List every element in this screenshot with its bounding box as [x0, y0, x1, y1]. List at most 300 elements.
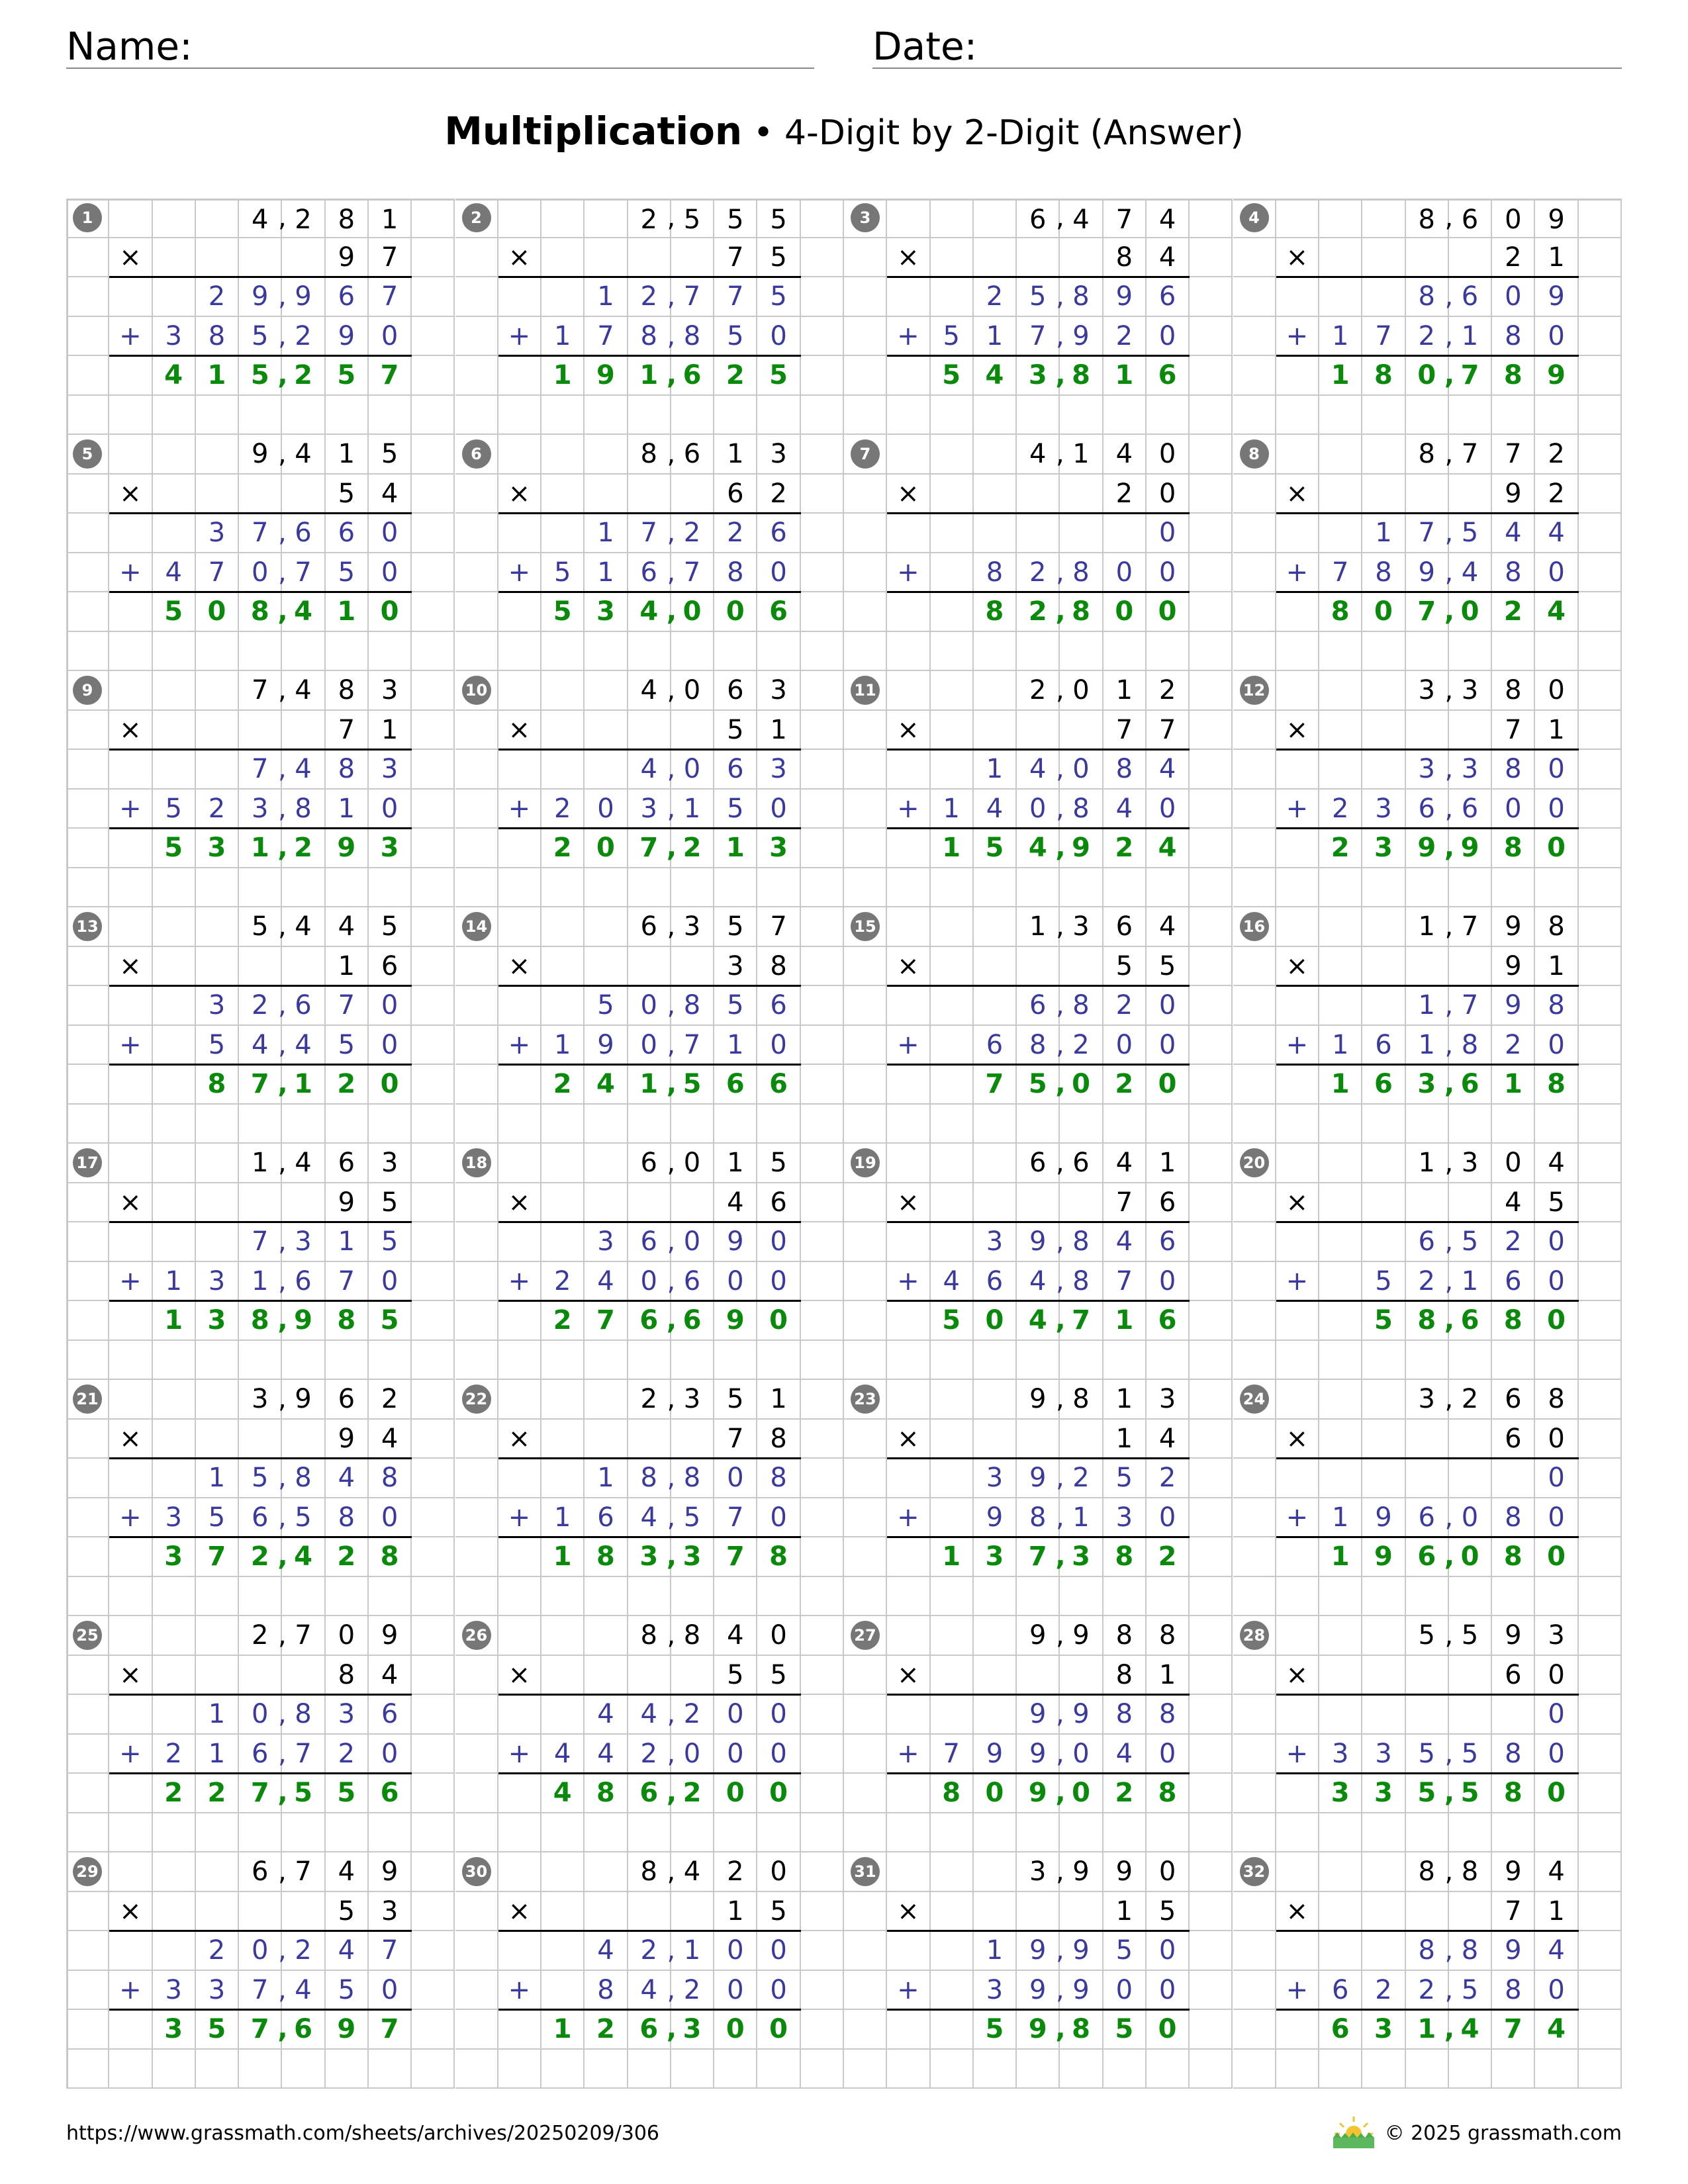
- grid-cell: [1190, 1065, 1233, 1105]
- grid-cell: [1319, 750, 1362, 790]
- grid-cell: [1319, 986, 1362, 1026]
- partial-product-2-digit: 6: [239, 1735, 282, 1774]
- multiplicand-digit: 0: [1535, 671, 1578, 711]
- partial-product-2-digit: 4: [931, 1262, 974, 1302]
- grid-cell: [1190, 1813, 1233, 1853]
- partial-product-2-digit: 4: [282, 1971, 325, 2011]
- partial-product-2-digit: 0: [369, 1971, 412, 2011]
- multiplicand-comma: ,: [667, 911, 676, 942]
- answer-digit: 2: [1147, 1537, 1190, 1577]
- partial-product-2-digit: 9: [1017, 1735, 1060, 1774]
- partial-product-2-digit: 1: [541, 1498, 585, 1538]
- grid-cell: [498, 1931, 541, 1971]
- answer-comma: ,: [1444, 2014, 1455, 2044]
- grid-cell: [153, 1616, 196, 1656]
- multiplicand-comma: ,: [1056, 675, 1064, 705]
- answer-digit: 0: [1147, 592, 1190, 632]
- partial-product-2-digit: 7: [931, 1735, 974, 1774]
- grid-cell: [153, 1222, 196, 1262]
- grid-cell: [1190, 199, 1233, 238]
- grid-cell: [1190, 1735, 1233, 1774]
- multiplicand-digit: 4: [671, 1852, 714, 1892]
- grid-cell: [974, 1341, 1017, 1381]
- grid-cell: [887, 396, 930, 435]
- partial-product-2-digit: 8: [974, 553, 1017, 593]
- grid-cell: [66, 1065, 109, 1105]
- operation-rule-line: [109, 1536, 412, 1538]
- grid-cell: [1449, 711, 1492, 751]
- operation-rule-line: [109, 749, 412, 751]
- grid-cell: [1233, 829, 1276, 868]
- multiplicand-digit: 1: [239, 1144, 282, 1183]
- grid-cell: [412, 1931, 455, 1971]
- grid-cell: [1406, 1183, 1449, 1223]
- grid-cell: [887, 671, 930, 711]
- partial-product-1-digit: 8: [1449, 1931, 1492, 1971]
- answer-digit: 9: [326, 2010, 369, 2050]
- answer-digit: 8: [585, 1774, 628, 1813]
- grid-cell: [412, 1537, 455, 1577]
- grid-cell: [1276, 1695, 1319, 1735]
- answer-digit: 3: [1362, 2010, 1405, 2050]
- grid-cell: [1190, 1695, 1233, 1735]
- answer-comma: ,: [666, 596, 677, 627]
- grid-cell: [455, 1105, 498, 1144]
- grid-cell: [1233, 514, 1276, 553]
- partial-product-2-comma: ,: [667, 1029, 676, 1060]
- partial-product-2-digit: 9: [326, 317, 369, 357]
- multiplier-digit: 7: [714, 238, 757, 278]
- grid-cell: [844, 238, 887, 278]
- grid-cell: [1233, 1026, 1276, 1066]
- grid-cell: [326, 1813, 369, 1853]
- partial-product-1-digit: 8: [282, 1459, 325, 1498]
- answer-digit: 5: [153, 829, 196, 868]
- grid-cell: [757, 396, 800, 435]
- grid-cell: [844, 750, 887, 790]
- grid-cell: [1276, 907, 1319, 947]
- partial-product-2-digit: 0: [585, 790, 628, 829]
- partial-product-1-digit: 7: [239, 514, 282, 553]
- answer-digit: 1: [1103, 356, 1147, 396]
- grid-cell: [931, 868, 974, 908]
- grid-cell: [369, 868, 412, 908]
- operation-rule-line: [887, 1300, 1190, 1302]
- grid-cell: [1147, 1105, 1190, 1144]
- answer-digit: 0: [1060, 1065, 1103, 1105]
- grid-cell: [585, 907, 628, 947]
- grid-cell: [196, 396, 239, 435]
- problem-number-badge: 22: [462, 1385, 491, 1414]
- multiplicand-digit: 1: [1103, 1380, 1147, 1420]
- grid-cell: [1276, 1341, 1319, 1381]
- partial-product-1-digit: 5: [239, 1459, 282, 1498]
- multiplier-digit: 5: [1103, 947, 1147, 987]
- title-main: Multiplication: [444, 109, 743, 154]
- multiplicand-digit: 2: [714, 1852, 757, 1892]
- grid-cell: [412, 1892, 455, 1932]
- grid-cell: [1190, 2050, 1233, 2089]
- partial-product-1-digit: 9: [1535, 277, 1578, 317]
- answer-digit: 3: [974, 1537, 1017, 1577]
- grid-cell: [1190, 1420, 1233, 1459]
- grid-cell: [1406, 1695, 1449, 1735]
- answer-digit: 5: [369, 1301, 412, 1341]
- grid-cell: [1535, 632, 1578, 672]
- grid-cell: [109, 1341, 152, 1381]
- multiplicand-digit: 2: [1017, 671, 1060, 711]
- grid-cell: [66, 1459, 109, 1498]
- answer-digit: 0: [714, 2010, 757, 2050]
- grid-cell: [541, 1852, 585, 1892]
- grid-cell: [541, 1380, 585, 1420]
- grid-cell: [1362, 1656, 1405, 1696]
- grid-cell: [1319, 947, 1362, 987]
- partial-product-2-digit: 4: [974, 790, 1017, 829]
- grid-cell: [455, 1222, 498, 1262]
- answer-digit: 0: [1449, 592, 1492, 632]
- grid-cell: [931, 1577, 974, 1617]
- partial-product-2-digit: 5: [196, 1026, 239, 1066]
- grid-cell: [1362, 396, 1405, 435]
- name-line[interactable]: [66, 68, 814, 69]
- grid-cell: [1579, 829, 1622, 868]
- answer-comma: ,: [277, 360, 288, 390]
- multiplicand-digit: 8: [628, 435, 671, 475]
- grid-cell: [1233, 868, 1276, 908]
- grid-cell: [455, 947, 498, 987]
- answer-digit: 8: [931, 1774, 974, 1813]
- times-sign: ×: [887, 1892, 930, 1932]
- partial-product-2-digit: 1: [541, 1026, 585, 1066]
- multiplicand-digit: 0: [1060, 671, 1103, 711]
- grid-cell: [455, 1420, 498, 1459]
- grid-cell: [931, 1656, 974, 1696]
- grid-cell: [974, 1852, 1017, 1892]
- answer-digit: 1: [1319, 1537, 1362, 1577]
- grid-cell: [1362, 2050, 1405, 2089]
- grid-cell: [931, 1065, 974, 1105]
- answer-digit: 3: [369, 829, 412, 868]
- multiplicand-digit: 6: [326, 1144, 369, 1183]
- grid-cell: [455, 632, 498, 672]
- grid-cell: [1319, 199, 1362, 238]
- grid-cell: [498, 396, 541, 435]
- grid-cell: [801, 553, 844, 593]
- grid-cell: [541, 1695, 585, 1735]
- multiplicand-digit: 7: [1449, 907, 1492, 947]
- plus-sign: +: [887, 553, 930, 593]
- partial-product-2-digit: 4: [239, 1026, 282, 1066]
- grid-cell: [628, 711, 671, 751]
- operation-rule-line: [887, 591, 1190, 593]
- grid-cell: [109, 750, 152, 790]
- multiplicand-digit: 1: [1147, 1144, 1190, 1183]
- grid-cell: [455, 1262, 498, 1302]
- partial-product-2-digit: 0: [369, 1735, 412, 1774]
- multiplier-digit: 8: [1103, 1656, 1147, 1696]
- operation-rule-line: [1276, 1300, 1579, 1302]
- date-line[interactable]: [872, 68, 1622, 69]
- grid-cell: [1233, 2010, 1276, 2050]
- partial-product-1-digit: 7: [671, 277, 714, 317]
- answer-digit: 1: [541, 1537, 585, 1577]
- partial-product-1-digit: 1: [1406, 986, 1449, 1026]
- grid-cell: [109, 1931, 152, 1971]
- answer-digit: 0: [714, 1774, 757, 1813]
- multiplicand-digit: 0: [757, 1616, 800, 1656]
- multiplicand-digit: 4: [1147, 907, 1190, 947]
- grid-cell: [1449, 1813, 1492, 1853]
- operation-rule-line: [498, 1930, 801, 1932]
- partial-product-2-digit: 6: [1362, 1026, 1405, 1066]
- grid-cell: [541, 1577, 585, 1617]
- partial-product-1-digit: 3: [974, 1222, 1017, 1262]
- grid-cell: [498, 592, 541, 632]
- partial-product-1-comma: ,: [667, 1463, 676, 1493]
- grid-cell: [369, 1105, 412, 1144]
- grid-cell: [801, 986, 844, 1026]
- grid-cell: [1017, 1577, 1060, 1617]
- grid-cell: [1319, 1695, 1362, 1735]
- grid-cell: [1579, 1105, 1622, 1144]
- grid-cell: [541, 1971, 585, 2011]
- grid-cell: [1406, 1656, 1449, 1696]
- grid-cell: [66, 632, 109, 672]
- operation-rule-line: [887, 1457, 1190, 1459]
- multiplier-digit: 7: [326, 711, 369, 751]
- grid-cell: [1233, 1695, 1276, 1735]
- grid-cell: [412, 1656, 455, 1696]
- operation-rule-line: [887, 749, 1190, 751]
- grid-cell: [66, 1813, 109, 1853]
- grid-cell: [671, 396, 714, 435]
- multiplier-digit: 1: [326, 947, 369, 987]
- problem-number-badge: 31: [851, 1857, 880, 1886]
- grid-cell: [1276, 986, 1319, 1026]
- grid-cell: [1017, 632, 1060, 672]
- grid-cell: [887, 1774, 930, 1813]
- grid-cell: [109, 1616, 152, 1656]
- partial-product-2-digit: 5: [714, 317, 757, 357]
- partial-product-2-digit: 2: [1406, 1971, 1449, 2011]
- operation-rule-line: [498, 1694, 801, 1696]
- partial-product-1-digit: 1: [585, 1459, 628, 1498]
- multiplicand-digit: 3: [671, 1380, 714, 1420]
- grid-cell: [153, 396, 196, 435]
- grid-cell: [1406, 711, 1449, 751]
- grid-cell: [887, 277, 930, 317]
- grid-cell: [455, 868, 498, 908]
- partial-product-2-digit: 0: [757, 1735, 800, 1774]
- answer-comma: ,: [277, 1541, 288, 1572]
- grid-cell: [66, 1183, 109, 1223]
- multiplicand-digit: 0: [1492, 199, 1535, 238]
- grid-cell: [109, 1065, 152, 1105]
- partial-product-2-digit: 0: [757, 1971, 800, 2011]
- grid-cell: [282, 1341, 325, 1381]
- partial-product-2-digit: 0: [1103, 1971, 1147, 2011]
- grid-cell: [412, 1695, 455, 1735]
- grid-cell: [844, 1459, 887, 1498]
- partial-product-2-digit: 2: [1060, 1026, 1103, 1066]
- partial-product-1-digit: 7: [714, 277, 757, 317]
- answer-digit: 9: [1362, 1537, 1405, 1577]
- partial-product-2-comma: ,: [1444, 1265, 1454, 1297]
- grid-cell: [412, 1144, 455, 1183]
- grid-cell: [931, 947, 974, 987]
- grid-cell: [412, 1262, 455, 1302]
- grid-cell: [66, 1026, 109, 1066]
- grid-cell: [1579, 396, 1622, 435]
- partial-product-1-digit: 3: [282, 1222, 325, 1262]
- multiplicand-comma: ,: [1444, 1620, 1454, 1651]
- partial-product-2-digit: 0: [1147, 317, 1190, 357]
- answer-digit: 9: [1060, 829, 1103, 868]
- partial-product-1-digit: 4: [282, 750, 325, 790]
- grid-cell: [1579, 1695, 1622, 1735]
- grid-cell: [585, 1656, 628, 1696]
- partial-product-2-comma: ,: [1056, 1502, 1064, 1533]
- grid-cell: [1060, 514, 1103, 553]
- multiplier-digit: 1: [1147, 1656, 1190, 1696]
- multiplicand-digit: 3: [1147, 1380, 1190, 1420]
- grid-cell: [1362, 907, 1405, 947]
- grid-cell: [541, 632, 585, 672]
- partial-product-2-digit: 3: [1319, 1735, 1362, 1774]
- grid-cell: [1017, 1183, 1060, 1223]
- grid-cell: [1362, 1380, 1405, 1420]
- grid-cell: [1579, 238, 1622, 278]
- partial-product-1-digit: 0: [369, 986, 412, 1026]
- partial-product-2-digit: 3: [974, 1971, 1017, 2011]
- answer-digit: 6: [671, 1301, 714, 1341]
- grid-cell: [1276, 1222, 1319, 1262]
- partial-product-2-digit: 0: [757, 1262, 800, 1302]
- partial-product-1-digit: 2: [628, 277, 671, 317]
- grid-cell: [326, 1341, 369, 1381]
- partial-product-2-digit: 5: [326, 1026, 369, 1066]
- grid-cell: [931, 592, 974, 632]
- partial-product-1-digit: 8: [671, 986, 714, 1026]
- footer-url: https://www.grassmath.com/sheets/archives/20250209/306: [66, 2122, 660, 2145]
- grid-cell: [66, 986, 109, 1026]
- grid-cell: [974, 2050, 1017, 2089]
- problem-number-badge: 15: [851, 912, 880, 941]
- grid-cell: [844, 1971, 887, 2011]
- multiplicand-digit: 2: [239, 1616, 282, 1656]
- grid-cell: [714, 396, 757, 435]
- grid-cell: [1233, 317, 1276, 357]
- grid-cell: [887, 592, 930, 632]
- grid-cell: [1449, 2050, 1492, 2089]
- operation-rule-line: [1276, 827, 1579, 829]
- grid-cell: [844, 868, 887, 908]
- grid-cell: [239, 1892, 282, 1932]
- grid-cell: [1233, 1183, 1276, 1223]
- multiplier-digit: 1: [369, 711, 412, 751]
- partial-product-2-digit: 2: [153, 1735, 196, 1774]
- answer-digit: 8: [1103, 1537, 1147, 1577]
- grid-cell: [931, 277, 974, 317]
- answer-digit: 1: [628, 356, 671, 396]
- plus-sign: +: [109, 553, 152, 593]
- partial-product-2-digit: 0: [1147, 1262, 1190, 1302]
- multiplier-digit: 5: [714, 1656, 757, 1696]
- grid-cell: [887, 2050, 930, 2089]
- operation-rule-line: [887, 1221, 1190, 1223]
- partial-product-1-digit: 2: [196, 277, 239, 317]
- multiplicand-comma: ,: [278, 1856, 287, 1887]
- grid-cell: [757, 632, 800, 672]
- grid-cell: [541, 1616, 585, 1656]
- grid-cell: [1190, 396, 1233, 435]
- grid-cell: [282, 1577, 325, 1617]
- partial-product-2-digit: 5: [1406, 1735, 1449, 1774]
- grid-cell: [1276, 1931, 1319, 1971]
- grid-cell: [196, 671, 239, 711]
- problem-number-badge: 25: [73, 1621, 102, 1650]
- partial-product-2-comma: ,: [1056, 557, 1064, 588]
- problem-number-badge: 13: [73, 912, 102, 941]
- partial-product-1-comma: ,: [667, 990, 676, 1021]
- partial-product-2-digit: 2: [196, 790, 239, 829]
- partial-product-2-comma: ,: [1444, 793, 1454, 824]
- answer-digit: 3: [153, 1537, 196, 1577]
- multiplicand-digit: 8: [628, 1852, 671, 1892]
- grid-cell: [326, 868, 369, 908]
- answer-digit: 0: [1535, 1537, 1578, 1577]
- partial-product-2-digit: 8: [1017, 1498, 1060, 1538]
- grid-cell: [628, 1892, 671, 1932]
- grid-cell: [1103, 632, 1147, 672]
- multiplicand-comma: ,: [1056, 1620, 1064, 1651]
- answer-digit: 0: [369, 1065, 412, 1105]
- partial-product-2-digit: 2: [1103, 317, 1147, 357]
- partial-product-1-comma: ,: [667, 754, 676, 784]
- grid-cell: [1276, 750, 1319, 790]
- grid-cell: [541, 947, 585, 987]
- answer-digit: 8: [1492, 1301, 1535, 1341]
- grid-cell: [498, 1537, 541, 1577]
- sun-grass-icon: [1331, 2111, 1377, 2151]
- plus-sign: +: [498, 790, 541, 829]
- grid-cell: [671, 868, 714, 908]
- grid-cell: [887, 632, 930, 672]
- answer-digit: 1: [541, 356, 585, 396]
- grid-cell: [1017, 2050, 1060, 2089]
- grid-cell: [498, 632, 541, 672]
- partial-product-2-digit: 0: [1535, 790, 1578, 829]
- plus-sign: +: [1276, 1026, 1319, 1066]
- grid-cell: [1147, 868, 1190, 908]
- grid-cell: [1060, 1577, 1103, 1617]
- partial-product-2-comma: ,: [1444, 1502, 1454, 1533]
- times-sign: ×: [1276, 947, 1319, 987]
- partial-product-2-comma: ,: [1056, 1265, 1064, 1297]
- partial-product-2-digit: 0: [1147, 1735, 1190, 1774]
- multiplicand-digit: 7: [1449, 435, 1492, 475]
- grid-cell: [887, 1695, 930, 1735]
- grid-cell: [1579, 1222, 1622, 1262]
- grid-cell: [1406, 238, 1449, 278]
- partial-product-2-comma: ,: [278, 1974, 287, 2005]
- grid-cell: [1319, 1931, 1362, 1971]
- multiplicand-comma: ,: [278, 1148, 287, 1178]
- grid-cell: [801, 1420, 844, 1459]
- problem-number-badge: 17: [73, 1148, 102, 1177]
- grid-cell: [1579, 711, 1622, 751]
